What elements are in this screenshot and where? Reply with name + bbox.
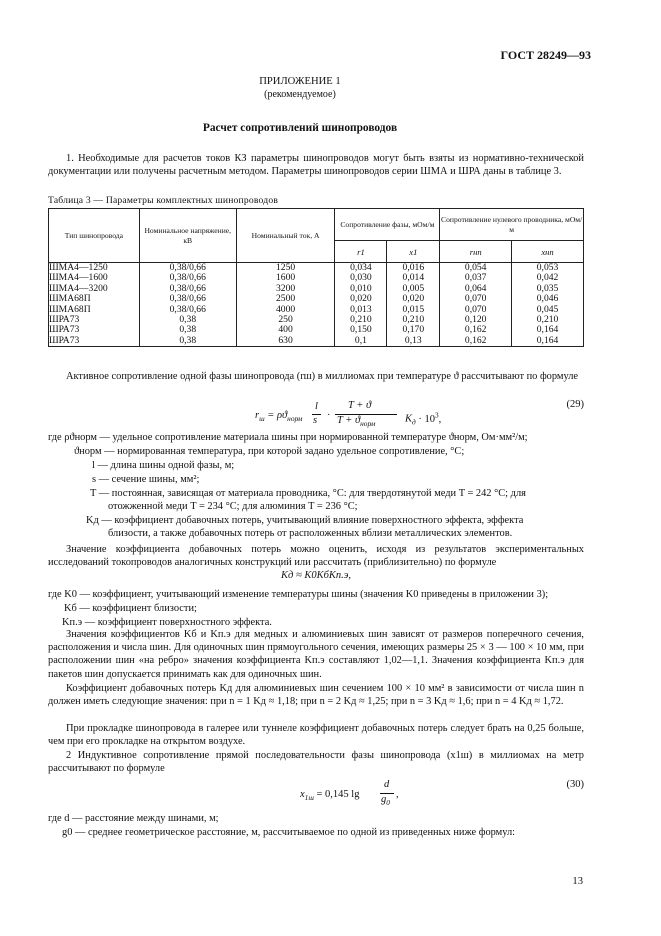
- def-sym: Kд —: [86, 515, 112, 526]
- cell-rnp: 0,037: [440, 273, 512, 283]
- def-text: коэффициент добавочных потерь, учитывающий влияние поверхностного эффекта, эффекта: [114, 515, 524, 526]
- header-x1: x1: [387, 241, 440, 263]
- cell-voltage: 0,38/0,66: [139, 294, 236, 304]
- cell-type: ШМА4—1600: [49, 273, 140, 283]
- cell-current: 3200: [236, 284, 335, 294]
- formula-30: $x_{1ш} = 0,145$ lg d $g_0$ ,: [300, 779, 399, 808]
- paragraph-5: Коэффициент добавочных потерь Kд для алюминиевых шин сечением 100 × 10 мм² в зависимости от числа шин n должен иметь следующие значения: при n = 1 Kд ≈ 1,18; при n = 2 Kд ≈ 1,25; при n = 3 Kд ≈ 1,6; при n = 4 Kд ≈ 1,72.: [48, 683, 584, 708]
- definitions-list-3: [48, 812, 584, 842]
- cell-xnp: 0,046: [512, 294, 584, 304]
- def-sym: s —: [92, 474, 110, 485]
- cell-rnp: 0,070: [440, 305, 512, 315]
- cell-x1: 0,13: [387, 336, 440, 347]
- cell-rnp: 0,070: [440, 294, 512, 304]
- cell-xnp: 0,210: [512, 315, 584, 325]
- def-text: удельное сопротивление материала шины при нормированной температуре ϑнорм, Ом·мм²/м;: [112, 432, 528, 443]
- paragraph-6: При прокладке шинопровода в галерее или туннеле коэффициент добавочных потерь следует брать на 0,25 больше, чем при его прокладке на открытом воздухе.: [48, 723, 584, 748]
- def-text: коэффициент близости;: [92, 603, 197, 614]
- cell-type: ШМА68П: [49, 305, 140, 315]
- cell-x1: 0,170: [387, 325, 440, 335]
- cell-xnp: 0,035: [512, 284, 584, 294]
- def-text: коэффициент поверхностного эффекта.: [97, 617, 272, 628]
- header-phase-resistance: Сопротивление фазы, мОм/м: [335, 209, 440, 241]
- cell-r1: 0,034: [335, 263, 387, 274]
- def-text: постоянная, зависящая от материала проводника, °С: для твердотянутой меди T = 242 °С; для: [111, 488, 526, 499]
- cell-voltage: 0,38/0,66: [139, 263, 236, 274]
- cell-x1: 0,020: [387, 294, 440, 304]
- cell-r1: 0,1: [335, 336, 387, 347]
- cell-x1: 0,014: [387, 273, 440, 283]
- def-sym: где K0 —: [48, 589, 90, 600]
- table-row: [49, 315, 584, 325]
- table-caption: [48, 195, 278, 206]
- cell-r1: 0,013: [335, 305, 387, 315]
- cell-voltage: 0,38: [139, 315, 236, 325]
- cell-xnp: 0,164: [512, 325, 584, 335]
- cell-type: ШРА73: [49, 336, 140, 347]
- section-title: Расчет сопротивлений шинопроводов: [202, 122, 398, 134]
- cell-voltage: 0,38/0,66: [139, 305, 236, 315]
- paragraph-7: 2 Индуктивное сопротивление прямой последовательности фазы шинопровода (x1ш) в миллиомах на метр рассчитывают по формуле: [48, 750, 584, 775]
- cell-current: 2500: [236, 294, 335, 304]
- cell-xnp: 0,042: [512, 273, 584, 283]
- cell-current: 630: [236, 336, 335, 347]
- cell-rnp: 0,054: [440, 263, 512, 274]
- cell-x1: 0,210: [387, 315, 440, 325]
- equation-number-29: (29): [566, 399, 584, 410]
- def-sym: где ρϑнорм —: [48, 432, 110, 443]
- cell-current: 1250: [236, 263, 335, 274]
- def-text: близости, а также добавочных потерь от расположенных вблизи металлических элементов.: [108, 528, 513, 539]
- cell-rnp: 0,162: [440, 325, 512, 335]
- table-row: [49, 273, 584, 283]
- equation-number-30: (30): [566, 779, 584, 790]
- definitions-list-2: [48, 588, 584, 630]
- header-current: Номинальный ток, А: [236, 209, 335, 263]
- table-caption-text: Таблица 3 — Параметры комплектных шинопроводов: [48, 195, 279, 206]
- cell-type: ШРА73: [49, 315, 140, 325]
- cell-voltage: 0,38: [139, 336, 236, 347]
- def-text: коэффициент, учитывающий изменение температуры шины (значения K0 приведены в приложении 3);: [92, 589, 549, 600]
- def-sym: Kп.э —: [62, 617, 96, 628]
- table-row: [49, 325, 584, 335]
- cell-type: ШРА73: [49, 325, 140, 335]
- table-row: [49, 336, 584, 347]
- table-body: [49, 263, 584, 347]
- cell-rnp: 0,120: [440, 315, 512, 325]
- def-text: длина шины одной фазы, м;: [110, 460, 235, 471]
- header-voltage: Номинальное напряжение, кВ: [139, 209, 236, 263]
- cell-x1: 0,016: [387, 263, 440, 274]
- cell-xnp: 0,045: [512, 305, 584, 315]
- formula-kd: Kд ≈ K0KбKп.э,: [281, 570, 351, 581]
- cell-voltage: 0,38/0,66: [139, 284, 236, 294]
- appendix-subtitle: (рекомендуемое): [264, 89, 336, 100]
- def-sym: T —: [90, 488, 110, 499]
- header-r1: r1: [335, 241, 387, 263]
- formula-29: $r_ш = \rho ϑ_{норм}$ l s · T + ϑ $T + ϑ_{норм}$ $K_д \cdot 10^3$,: [255, 400, 442, 429]
- def-text: среднее геометрическое расстояние, м, рассчитываемое по одной из приведенных ниже формул:: [88, 827, 516, 838]
- table-row: [49, 294, 584, 304]
- table-row: [49, 263, 584, 274]
- cell-r1: 0,020: [335, 294, 387, 304]
- header-rnp: rнп: [440, 241, 512, 263]
- header-type: Тип шинопровода: [49, 209, 140, 263]
- cell-x1: 0,005: [387, 284, 440, 294]
- def-sym: Kб —: [64, 603, 90, 614]
- header-xnp: xнп: [512, 241, 584, 263]
- table-row: [49, 284, 584, 294]
- cell-type: ШМА4—3200: [49, 284, 140, 294]
- cell-r1: 0,210: [335, 315, 387, 325]
- def-text: нормированная температура, при которой задано удельное сопротивление, °С;: [117, 446, 465, 457]
- cell-r1: 0,010: [335, 284, 387, 294]
- def-text: сечение шины, мм²;: [111, 474, 200, 485]
- definitions-list-1: [48, 431, 584, 541]
- cell-voltage: 0,38/0,66: [139, 273, 236, 283]
- paragraph-3: Значение коэффициента добавочных потерь можно оценить, исходя из результатов экспериментальных исследований токопроводов аналогичных конструкций или рассчитать (приблизительно) по формуле: [48, 544, 584, 569]
- cell-x1: 0,015: [387, 305, 440, 315]
- cell-rnp: 0,064: [440, 284, 512, 294]
- standard-number: ГОСТ 28249—93: [500, 48, 591, 62]
- cell-current: 1600: [236, 273, 335, 283]
- def-sym: l —: [92, 460, 108, 471]
- page-number: 13: [572, 876, 583, 887]
- cell-r1: 0,150: [335, 325, 387, 335]
- header-zero-resistance: Сопротивление нулевого проводника, мОм/м: [440, 209, 584, 241]
- paragraph-2: Активное сопротивление одной фазы шинопровода (rш) в миллиомах при температуре ϑ рассчитывают по формуле: [66, 371, 579, 382]
- cell-current: 4000: [236, 305, 335, 315]
- cell-xnp: 0,053: [512, 263, 584, 274]
- def-sym: g0 —: [62, 827, 86, 838]
- cell-current: 400: [236, 325, 335, 335]
- paragraph-1: 1. Необходимые для расчетов токов КЗ параметры шинопроводов могут быть взяты из нормативно-технической документации или получены расчетным методом. Параметры шинопроводов серии ШМА и ШРА даны в таблице 3.: [48, 153, 584, 178]
- cell-r1: 0,030: [335, 273, 387, 283]
- cell-type: ШМА4—1250: [49, 263, 140, 274]
- def-sym: где d —: [48, 813, 83, 824]
- appendix-title: ПРИЛОЖЕНИЕ 1: [259, 76, 341, 87]
- table-row: [49, 305, 584, 315]
- def-text: отожженной меди T = 234 °С; для алюминия T = 236 °С;: [108, 501, 358, 512]
- cell-rnp: 0,162: [440, 336, 512, 347]
- cell-xnp: 0,164: [512, 336, 584, 347]
- parameters-table: [48, 208, 584, 347]
- cell-voltage: 0,38: [139, 325, 236, 335]
- def-sym: ϑнорм —: [74, 446, 115, 457]
- paragraph-4: Значения коэффициентов Kб и Kп.э для медных и алюминиевых шин зависят от размеров поперечного сечения, расположения и числа шин. Для одиночных шин прямоугольного сечения, имеющих размеры 25 × 3 — 100 × 10 мм, при расположении шин «на ребро» значения коэффициента Kп.э составляют 1,02—1,1. Значения коэффициента Kп.э для пакетов шин допускается принимать как для одиночных шин.: [48, 629, 584, 680]
- cell-type: ШМА68П: [49, 294, 140, 304]
- cell-current: 250: [236, 315, 335, 325]
- def-text: расстояние между шинами, м;: [85, 813, 219, 824]
